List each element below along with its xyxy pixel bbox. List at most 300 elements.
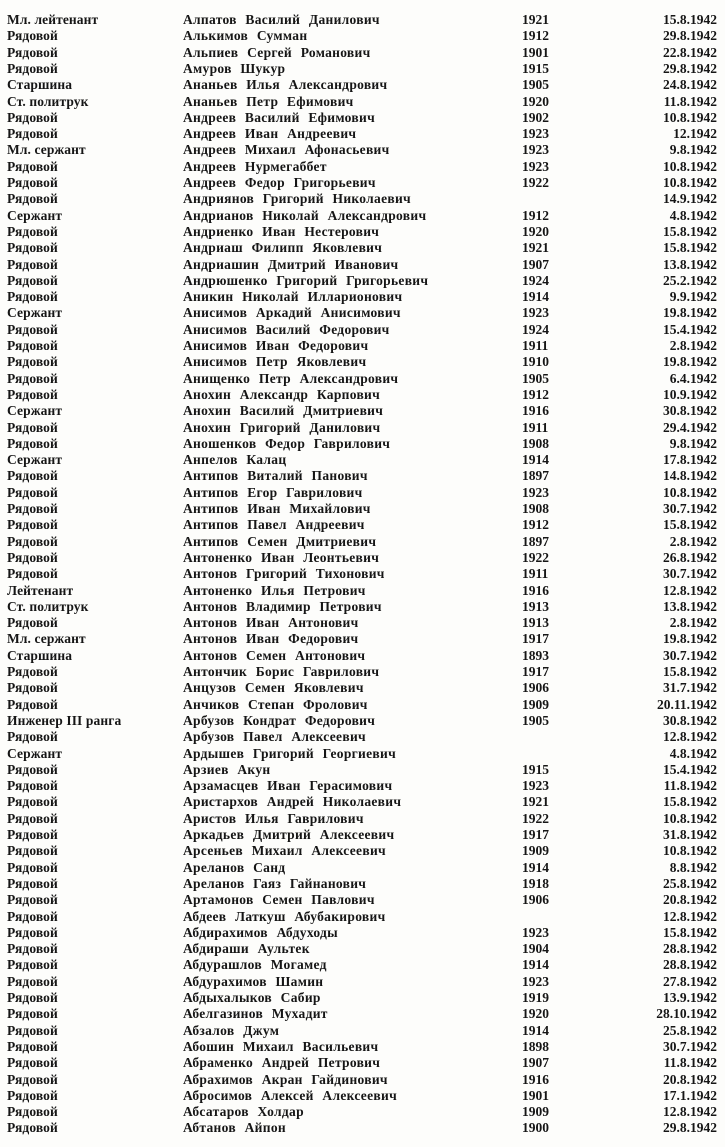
name-cell: Андриенко Иван Нестерович xyxy=(183,223,380,239)
record-row xyxy=(0,11,725,28)
birth-year-cell: 1923 xyxy=(522,142,549,158)
name-cell: Анищенко Петр Александрович xyxy=(183,370,399,386)
record-row xyxy=(0,516,725,533)
birth-year-cell: 1909 xyxy=(522,843,549,859)
date-cell: 30.7.1942 xyxy=(663,501,717,516)
date-cell: 15.4.1942 xyxy=(663,321,717,337)
record-row xyxy=(0,1119,725,1136)
record-row xyxy=(0,1054,725,1071)
name-cell: Ареланов Санд xyxy=(183,859,286,875)
birth-year-cell: 1907 xyxy=(522,256,549,272)
rank-cell: Рядовой xyxy=(7,1104,58,1120)
rank-cell: Рядовой xyxy=(7,533,58,549)
rank-cell: Рядовой xyxy=(7,729,58,745)
rank-cell: Рядовой xyxy=(7,321,58,337)
date-cell: 20.8.1942 xyxy=(663,1071,717,1087)
date-cell: 15.8.1942 xyxy=(663,517,717,533)
birth-year-cell: 1906 xyxy=(522,680,549,696)
name-cell: Анисимов Петр Яковлевич xyxy=(183,354,367,370)
date-cell: 30.7.1942 xyxy=(663,1038,717,1054)
record-row xyxy=(0,467,725,484)
record-row xyxy=(0,158,725,175)
birth-year-cell: 1909 xyxy=(522,1104,549,1120)
record-row xyxy=(0,272,725,289)
record-row xyxy=(0,696,725,713)
name-cell: Антонов Иван Федорович xyxy=(183,631,359,647)
rank-cell: Рядовой xyxy=(7,109,58,125)
rank-cell: Рядовой xyxy=(7,370,58,386)
date-cell: 12.1942 xyxy=(673,126,717,142)
name-cell: Антонов Семен Антонович xyxy=(183,647,366,663)
name-cell: Андриянов Григорий Николаевич xyxy=(183,191,411,207)
name-cell: Арзамасцев Иван Герасимович xyxy=(183,778,393,794)
rank-cell: Рядовой xyxy=(7,28,58,44)
name-cell: Анчиков Степан Фролович xyxy=(183,696,368,712)
rank-cell: Рядовой xyxy=(7,191,58,207)
name-cell: Абдирахимов Абдуходы xyxy=(183,924,338,940)
rank-cell: Лейтенант xyxy=(7,582,74,598)
rank-cell: Сержант xyxy=(7,305,63,321)
birth-year-cell: 1914 xyxy=(522,1022,549,1038)
record-row xyxy=(0,223,725,240)
name-cell: Абдеев Латкуш Абубакирович xyxy=(183,908,386,924)
date-cell: 8.8.1942 xyxy=(669,859,717,875)
rank-cell: Рядовой xyxy=(7,484,58,500)
record-row xyxy=(0,353,725,370)
rank-cell: Рядовой xyxy=(7,664,58,679)
birth-year-cell: 1919 xyxy=(522,990,549,1005)
rank-cell: Рядовой xyxy=(7,875,58,891)
name-cell: Антипов Семен Дмитриевич xyxy=(183,533,377,549)
name-cell: Антипов Иван Михайлович xyxy=(183,501,371,516)
record-row xyxy=(0,712,725,729)
date-cell: 30.7.1942 xyxy=(663,566,717,582)
rank-cell: Мл. сержант xyxy=(7,142,86,158)
name-cell: Антонов Григорий Тихонович xyxy=(183,566,385,582)
record-row xyxy=(0,93,725,110)
date-cell: 19.8.1942 xyxy=(663,631,717,647)
rank-cell: Рядовой xyxy=(7,158,58,174)
record-row xyxy=(0,679,725,696)
rank-cell: Рядовой xyxy=(7,1071,58,1087)
rank-cell: Рядовой xyxy=(7,973,58,989)
date-cell: 15.4.1942 xyxy=(663,761,717,777)
record-row xyxy=(0,728,725,745)
birth-year-cell: 1901 xyxy=(522,1087,549,1103)
rank-cell: Рядовой xyxy=(7,827,58,842)
record-row xyxy=(0,663,725,680)
record-row xyxy=(0,647,725,664)
record-row xyxy=(0,370,725,387)
rank-cell: Рядовой xyxy=(7,272,58,288)
name-cell: Андрианов Николай Александрович xyxy=(183,207,427,223)
rank-cell: Сержант xyxy=(7,452,63,468)
date-cell: 17.8.1942 xyxy=(663,452,717,468)
date-cell: 12.8.1942 xyxy=(663,1104,717,1120)
rank-cell: Рядовой xyxy=(7,566,58,582)
record-row xyxy=(0,27,725,44)
name-cell: Ареланов Гаяз Гайнанович xyxy=(183,875,367,891)
birth-year-cell: 1913 xyxy=(522,615,549,631)
name-cell: Анохин Василий Дмитриевич xyxy=(183,403,384,419)
name-cell: Абошин Михаил Васильевич xyxy=(183,1038,379,1054)
birth-year-cell: 1924 xyxy=(522,321,549,337)
birth-year-cell: 1916 xyxy=(522,403,549,419)
rank-cell: Сержант xyxy=(7,745,63,761)
rank-cell: Рядовой xyxy=(7,1055,58,1071)
rank-cell: Рядовой xyxy=(7,240,58,256)
record-row xyxy=(0,973,725,990)
name-cell: Андреев Федор Григорьевич xyxy=(183,175,376,190)
date-cell: 28.8.1942 xyxy=(663,957,717,973)
rank-cell: Рядовой xyxy=(7,990,58,1005)
name-cell: Андреев Иван Андреевич xyxy=(183,126,357,142)
birth-year-cell: 1923 xyxy=(522,158,549,174)
name-cell: Абдурахимов Шамин xyxy=(183,973,324,989)
rank-cell: Рядовой xyxy=(7,386,58,402)
date-cell: 11.8.1942 xyxy=(663,1055,717,1071)
birth-year-cell: 1923 xyxy=(522,484,549,500)
rank-cell: Рядовой xyxy=(7,761,58,777)
name-cell: Абдираши Аультек xyxy=(183,941,310,957)
record-row xyxy=(0,940,725,957)
name-cell: Ардышев Григорий Георгиевич xyxy=(183,745,397,761)
record-row xyxy=(0,451,725,468)
birth-year-cell: 1921 xyxy=(522,240,549,256)
name-cell: Ананьев Петр Ефимович xyxy=(183,93,354,109)
birth-year-cell: 1905 xyxy=(522,77,549,93)
date-cell: 4.8.1942 xyxy=(669,207,717,223)
record-row xyxy=(0,174,725,191)
name-cell: Анисимов Василий Федорович xyxy=(183,321,390,337)
birth-year-cell: 1905 xyxy=(522,712,549,728)
record-row xyxy=(0,761,725,778)
name-cell: Абелгазинов Мухадит xyxy=(183,1006,328,1022)
birth-year-cell: 1893 xyxy=(522,647,549,663)
record-row xyxy=(0,810,725,827)
record-row xyxy=(0,207,725,224)
record-row xyxy=(0,256,725,273)
birth-year-cell: 1908 xyxy=(522,435,549,451)
birth-year-cell: 1911 xyxy=(522,338,549,353)
date-cell: 20.11.1942 xyxy=(656,696,717,712)
rank-cell: Старшина xyxy=(7,77,73,93)
rank-cell: Рядовой xyxy=(7,843,58,859)
rank-cell: Мл. лейтенант xyxy=(7,12,99,27)
rank-cell: Мл. сержант xyxy=(7,631,86,647)
record-row xyxy=(0,337,725,354)
date-cell: 25.2.1942 xyxy=(663,272,717,288)
date-cell: 10.8.1942 xyxy=(663,175,717,190)
record-row xyxy=(0,908,725,925)
name-cell: Артамонов Семен Павлович xyxy=(183,892,375,908)
record-row xyxy=(0,76,725,93)
record-row xyxy=(0,582,725,599)
birth-year-cell: 1916 xyxy=(522,582,549,598)
record-row xyxy=(0,891,725,908)
name-cell: Аркадьев Дмитрий Алексеевич xyxy=(183,827,395,842)
date-cell: 11.8.1942 xyxy=(663,778,717,794)
record-row xyxy=(0,288,725,305)
record-row xyxy=(0,989,725,1006)
date-cell: 15.8.1942 xyxy=(663,664,717,679)
birth-year-cell: 1921 xyxy=(522,794,549,810)
date-cell: 28.8.1942 xyxy=(663,941,717,957)
name-cell: Антоненко Иван Леонтьевич xyxy=(183,549,380,565)
birth-year-cell: 1907 xyxy=(522,1055,549,1071)
date-cell: 14.9.1942 xyxy=(663,191,717,207)
date-cell: 15.8.1942 xyxy=(663,12,717,27)
name-cell: Алькимов Сумман xyxy=(183,28,308,44)
record-row xyxy=(0,304,725,321)
date-cell: 26.8.1942 xyxy=(663,549,717,565)
name-cell: Анцузов Семен Яковлевич xyxy=(183,680,364,696)
date-cell: 15.8.1942 xyxy=(663,223,717,239)
birth-year-cell: 1922 xyxy=(522,549,549,565)
rank-cell: Рядовой xyxy=(7,778,58,794)
date-cell: 2.8.1942 xyxy=(669,338,717,353)
record-row xyxy=(0,1103,725,1120)
rank-cell: Рядовой xyxy=(7,338,58,353)
birth-year-cell: 1912 xyxy=(522,207,549,223)
name-cell: Анохин Григорий Данилович xyxy=(183,419,381,435)
record-row xyxy=(0,924,725,941)
record-row xyxy=(0,60,725,77)
name-cell: Арбузов Кондрат Федорович xyxy=(183,712,376,728)
birth-year-cell: 1917 xyxy=(522,631,549,647)
name-cell: Арзиев Акун xyxy=(183,761,271,777)
birth-year-cell: 1914 xyxy=(522,957,549,973)
record-row xyxy=(0,1038,725,1055)
birth-year-cell: 1923 xyxy=(522,778,549,794)
birth-year-cell: 1916 xyxy=(522,1071,549,1087)
rank-cell: Ст. политрук xyxy=(7,93,89,109)
rank-cell: Рядовой xyxy=(7,256,58,272)
date-cell: 19.8.1942 xyxy=(663,354,717,370)
birth-year-cell: 1908 xyxy=(522,501,549,516)
date-cell: 31.8.1942 xyxy=(663,827,717,842)
date-cell: 10.8.1942 xyxy=(663,810,717,826)
rank-cell: Рядовой xyxy=(7,419,58,435)
name-cell: Антонов Иван Антонович xyxy=(183,615,359,631)
birth-year-cell: 1911 xyxy=(522,419,549,435)
record-row xyxy=(0,109,725,126)
date-cell: 13.8.1942 xyxy=(663,256,717,272)
date-cell: 12.8.1942 xyxy=(663,729,717,745)
rank-cell: Рядовой xyxy=(7,501,58,516)
birth-year-cell: 1897 xyxy=(522,468,549,484)
name-cell: Андриаш Филипп Яковлевич xyxy=(183,240,383,256)
date-cell: 9.8.1942 xyxy=(669,435,717,451)
rank-cell: Рядовой xyxy=(7,615,58,631)
name-cell: Аристархов Андрей Николаевич xyxy=(183,794,402,810)
date-cell: 13.8.1942 xyxy=(663,598,717,614)
rank-cell: Рядовой xyxy=(7,354,58,370)
birth-year-cell: 1923 xyxy=(522,305,549,321)
record-row xyxy=(0,630,725,647)
date-cell: 20.8.1942 xyxy=(663,892,717,908)
name-cell: Абсатаров Холдар xyxy=(183,1104,304,1120)
birth-year-cell: 1912 xyxy=(522,517,549,533)
birth-year-cell: 1917 xyxy=(522,664,549,679)
record-row xyxy=(0,386,725,403)
record-row xyxy=(0,500,725,517)
date-cell: 15.8.1942 xyxy=(663,240,717,256)
birth-year-cell: 1900 xyxy=(522,1120,549,1136)
record-row xyxy=(0,484,725,501)
date-cell: 24.8.1942 xyxy=(663,77,717,93)
date-cell: 15.8.1942 xyxy=(663,924,717,940)
date-cell: 12.8.1942 xyxy=(663,908,717,924)
name-cell: Антончик Борис Гаврилович xyxy=(183,664,380,679)
record-row xyxy=(0,125,725,142)
rank-cell: Рядовой xyxy=(7,696,58,712)
rank-cell: Рядовой xyxy=(7,1120,58,1136)
date-cell: 29.8.1942 xyxy=(663,28,717,44)
name-cell: Аристов Илья Гаврилович xyxy=(183,810,364,826)
record-row xyxy=(0,598,725,615)
birth-year-cell: 1910 xyxy=(522,354,549,370)
date-cell: 29.4.1942 xyxy=(663,419,717,435)
name-cell: Антипов Егор Гаврилович xyxy=(183,484,363,500)
date-cell: 28.10.1942 xyxy=(656,1006,717,1022)
name-cell: Анпелов Калац xyxy=(183,452,287,468)
date-cell: 19.8.1942 xyxy=(663,305,717,321)
name-cell: Абросимов Алексей Алексеевич xyxy=(183,1087,397,1103)
record-row xyxy=(0,859,725,876)
record-row xyxy=(0,745,725,762)
date-cell: 14.8.1942 xyxy=(663,468,717,484)
date-cell: 10.8.1942 xyxy=(663,158,717,174)
record-row xyxy=(0,1087,725,1104)
date-cell: 30.8.1942 xyxy=(663,712,717,728)
record-row xyxy=(0,614,725,631)
rank-cell: Рядовой xyxy=(7,126,58,142)
record-row xyxy=(0,44,725,61)
rank-cell: Рядовой xyxy=(7,941,58,957)
date-cell: 27.8.1942 xyxy=(663,973,717,989)
rank-cell: Рядовой xyxy=(7,435,58,451)
date-cell: 6.4.1942 xyxy=(669,370,717,386)
name-cell: Алпатов Василий Данилович xyxy=(183,12,380,27)
record-row xyxy=(0,826,725,843)
birth-year-cell: 1917 xyxy=(522,827,549,842)
rank-cell: Рядовой xyxy=(7,892,58,908)
date-cell: 9.8.1942 xyxy=(669,142,717,158)
rank-cell: Рядовой xyxy=(7,957,58,973)
name-cell: Абраменко Андрей Петрович xyxy=(183,1055,381,1071)
record-row xyxy=(0,402,725,419)
rank-cell: Ст. политрук xyxy=(7,598,89,614)
birth-year-cell: 1905 xyxy=(522,370,549,386)
birth-year-cell: 1901 xyxy=(522,44,549,60)
name-cell: Антонов Владимир Петрович xyxy=(183,598,382,614)
rank-cell: Рядовой xyxy=(7,549,58,565)
date-cell: 30.8.1942 xyxy=(663,403,717,419)
record-row xyxy=(0,419,725,436)
date-cell: 17.1.1942 xyxy=(663,1087,717,1103)
name-cell: Арсеньев Михаил Алексеевич xyxy=(183,843,386,859)
name-cell: Анисимов Иван Федорович xyxy=(183,338,369,353)
record-row xyxy=(0,239,725,256)
birth-year-cell: 1923 xyxy=(522,126,549,142)
name-cell: Андреев Василий Ефимович xyxy=(183,109,375,125)
name-cell: Абтанов Айпон xyxy=(183,1120,286,1136)
record-row xyxy=(0,435,725,452)
rank-cell: Рядовой xyxy=(7,810,58,826)
birth-year-cell: 1924 xyxy=(522,272,549,288)
date-cell: 11.8.1942 xyxy=(663,93,717,109)
birth-year-cell: 1922 xyxy=(522,175,549,190)
record-row xyxy=(0,875,725,892)
date-cell: 10.8.1942 xyxy=(663,843,717,859)
rank-cell: Рядовой xyxy=(7,517,58,533)
rank-cell: Рядовой xyxy=(7,223,58,239)
rank-cell: Сержант xyxy=(7,207,63,223)
name-cell: Ананьев Илья Александрович xyxy=(183,77,388,93)
name-cell: Альпиев Сергей Романович xyxy=(183,44,371,60)
date-cell: 2.8.1942 xyxy=(669,533,717,549)
date-cell: 9.9.1942 xyxy=(669,289,717,305)
record-row xyxy=(0,793,725,810)
record-row xyxy=(0,549,725,566)
rank-cell: Рядовой xyxy=(7,794,58,810)
name-cell: Абзалов Джум xyxy=(183,1022,280,1038)
rank-cell: Рядовой xyxy=(7,1022,58,1038)
birth-year-cell: 1920 xyxy=(522,1006,549,1022)
date-cell: 10.9.1942 xyxy=(663,386,717,402)
birth-year-cell: 1898 xyxy=(522,1038,549,1054)
record-row xyxy=(0,1005,725,1022)
rank-cell: Инженер III ранга xyxy=(7,712,122,728)
rank-cell: Рядовой xyxy=(7,924,58,940)
record-row xyxy=(0,533,725,550)
rank-cell: Рядовой xyxy=(7,175,58,190)
birth-year-cell: 1909 xyxy=(522,696,549,712)
birth-year-cell: 1912 xyxy=(522,28,549,44)
birth-year-cell: 1923 xyxy=(522,973,549,989)
rank-cell: Рядовой xyxy=(7,289,58,305)
birth-year-cell: 1915 xyxy=(522,761,549,777)
date-cell: 29.8.1942 xyxy=(663,1120,717,1136)
rank-cell: Рядовой xyxy=(7,1006,58,1022)
name-cell: Арбузов Павел Алексеевич xyxy=(183,729,366,745)
name-cell: Антипов Виталий Панович xyxy=(183,468,368,484)
birth-year-cell: 1914 xyxy=(522,859,549,875)
name-cell: Анохин Александр Карпович xyxy=(183,386,381,402)
record-row xyxy=(0,956,725,973)
birth-year-cell: 1923 xyxy=(522,924,549,940)
rank-cell: Рядовой xyxy=(7,680,58,696)
record-row xyxy=(0,141,725,158)
name-cell: Амуров Шукур xyxy=(183,60,286,76)
birth-year-cell: 1922 xyxy=(522,810,549,826)
date-cell: 22.8.1942 xyxy=(663,44,717,60)
date-cell: 10.8.1942 xyxy=(663,484,717,500)
name-cell: Андреев Нурмегаббет xyxy=(183,158,327,174)
name-cell: Антипов Павел Андреевич xyxy=(183,517,365,533)
rank-cell: Рядовой xyxy=(7,468,58,484)
record-row xyxy=(0,1071,725,1088)
record-row xyxy=(0,565,725,582)
name-cell: Абдыхалыков Сабир xyxy=(183,990,321,1005)
record-row xyxy=(0,321,725,338)
name-cell: Абдурашлов Могамед xyxy=(183,957,327,973)
birth-year-cell: 1920 xyxy=(522,223,549,239)
date-cell: 12.8.1942 xyxy=(663,582,717,598)
name-cell: Абрахимов Акран Гайдинович xyxy=(183,1071,388,1087)
birth-year-cell: 1911 xyxy=(522,566,549,582)
